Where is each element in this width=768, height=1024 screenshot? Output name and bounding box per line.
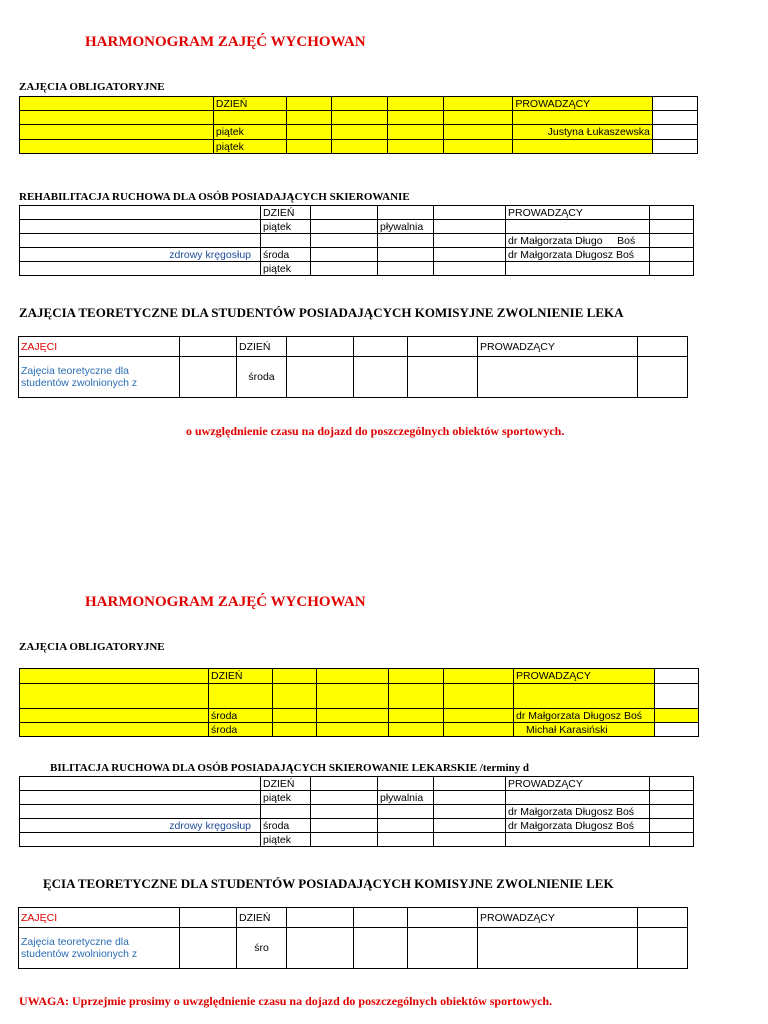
cell-lead: dr Małgorzata Długosz Boś [506, 819, 650, 833]
header-lead: PROWADZĄCY [513, 97, 652, 111]
table-header-row [19, 337, 688, 357]
cell-lead: dr Małgorzata Długo Boś [506, 234, 650, 248]
header-day: DZIEŃ [261, 777, 311, 791]
cell-lead [514, 684, 655, 709]
cell-name [20, 791, 261, 805]
rehab-heading: REHABILITACJA RUCHOWA DLA OSÓB POSIADAJĄCYCH SKIEROWANIE [19, 191, 410, 203]
table-header-row [20, 777, 694, 791]
cell-day: środa [261, 819, 311, 833]
table-row [20, 234, 694, 248]
cell-day [213, 111, 286, 125]
cell-lead [506, 220, 650, 234]
table-row [20, 111, 698, 125]
table-row [19, 928, 688, 969]
cell-name: zdrowy kręgosłup [20, 819, 261, 833]
cell-day: środa [209, 723, 273, 737]
header-lead: PROWADZĄCY [506, 777, 650, 791]
cell-day: środa [209, 709, 273, 723]
table-row [20, 805, 694, 819]
header-lead: PROWADZĄCY [506, 206, 650, 220]
schedule-title: HARMONOGRAM ZAJĘĆ WYCHOWAN [85, 594, 366, 610]
cell-lead [513, 140, 652, 154]
cell-lead [506, 791, 650, 805]
cell-name [20, 262, 261, 276]
cell-day: piątek [261, 833, 311, 847]
cell-place [378, 833, 434, 847]
obligatory-heading: ZAJĘCIA OBLIGATORYJNE [19, 81, 165, 93]
cell-lead: dr Małgorzata Długosz Boś [514, 709, 655, 723]
obligatory-table [19, 668, 699, 737]
header-lead: PROWADZĄCY [478, 337, 638, 357]
cell-place: pływalnia [378, 220, 434, 234]
cell-name: Zajęcia teoretyczne dla studentów zwolnionych z [19, 928, 180, 969]
cell-name: Zajęcia teoretyczne dla studentów zwolnionych z [19, 357, 180, 398]
cell-name [20, 833, 261, 847]
table-row [20, 220, 694, 234]
cell-place [378, 805, 434, 819]
table-row [20, 140, 698, 154]
cell-day: środa [261, 248, 311, 262]
table-row [20, 684, 699, 709]
table-header-row [20, 206, 694, 220]
cell-day: środa [237, 357, 287, 398]
table-row [19, 357, 688, 398]
theory-table [18, 336, 688, 398]
cell-day: piątek [261, 262, 311, 276]
theory-heading: ĘCIA TEORETYCZNE DLA STUDENTÓW POSIADAJĄCYCH KOMISYJNE ZWOLNIENIE LEK [43, 876, 614, 891]
table-header-row [19, 908, 688, 928]
cell-lead: Justyna Łukaszewska [513, 125, 652, 140]
warning-note: UWAGA: Uprzejmie prosimy o uwzględnienie czasu na dojazd do poszczególnych obiektów sportowych. [19, 994, 553, 1008]
obligatory-heading: ZAJĘCIA OBLIGATORYJNE [19, 641, 165, 653]
header-day: DZIEŃ [237, 337, 287, 357]
cell-day [261, 234, 311, 248]
cell-day: piątek [261, 791, 311, 805]
table-header-row [20, 97, 698, 111]
header-name: ZAJĘCI [19, 908, 180, 928]
cell-place [378, 262, 434, 276]
cell-lead: Michał Karasiński [514, 723, 655, 737]
header-lead: PROWADZĄCY [478, 908, 638, 928]
cell-lead [506, 262, 650, 276]
cell-day: piątek [261, 220, 311, 234]
cell-place [378, 234, 434, 248]
table-row [20, 125, 698, 140]
rehab-heading: BILITACJA RUCHOWA DLA OSÓB POSIADAJĄCYCH SKIEROWANIE LEKARSKIE /terminy d [50, 762, 529, 774]
table-row [20, 262, 694, 276]
theory-heading: ZAJĘCIA TEORETYCZNE DLA STUDENTÓW POSIADAJĄCYCH KOMISYJNE ZWOLNIENIE LEKA [19, 305, 624, 320]
cell-place: pływalnia [378, 791, 434, 805]
cell-lead [513, 111, 652, 125]
header-day: DZIEŃ [213, 97, 286, 111]
table-row [20, 248, 694, 262]
obligatory-table [19, 96, 698, 154]
theory-table [18, 907, 688, 969]
cell-lead: dr Małgorzata Długosz Boś [506, 805, 650, 819]
cell-day: śro [237, 928, 287, 969]
table-row [20, 723, 699, 737]
header-name: ZAJĘCI [19, 337, 180, 357]
cell-day [209, 684, 273, 709]
cell-name [20, 805, 261, 819]
cell-lead: dr Małgorzata Długosz Boś [506, 248, 650, 262]
schedule-title: HARMONOGRAM ZAJĘĆ WYCHOWAN [85, 34, 366, 50]
table-row [20, 791, 694, 805]
cell-name [20, 234, 261, 248]
table-row [20, 709, 699, 723]
cell-day: piątek [213, 140, 286, 154]
table-row [20, 833, 694, 847]
cell-name: zdrowy kręgosłup [20, 248, 261, 262]
table-row [20, 819, 694, 833]
cell-name [20, 220, 261, 234]
cell-day [261, 805, 311, 819]
header-day: DZIEŃ [237, 908, 287, 928]
travel-note: o uwzględnienie czasu na dojazd do poszczególnych obiektów sportowych. [186, 424, 565, 438]
header-day: DZIEŃ [261, 206, 311, 220]
cell-place [378, 248, 434, 262]
table-header-row [20, 669, 699, 684]
cell-day: piątek [213, 125, 286, 140]
header-lead: PROWADZĄCY [514, 669, 655, 684]
cell-place [378, 819, 434, 833]
rehab-table [19, 776, 694, 847]
cell-lead [506, 833, 650, 847]
rehab-table [19, 205, 694, 276]
header-day: DZIEŃ [209, 669, 273, 684]
